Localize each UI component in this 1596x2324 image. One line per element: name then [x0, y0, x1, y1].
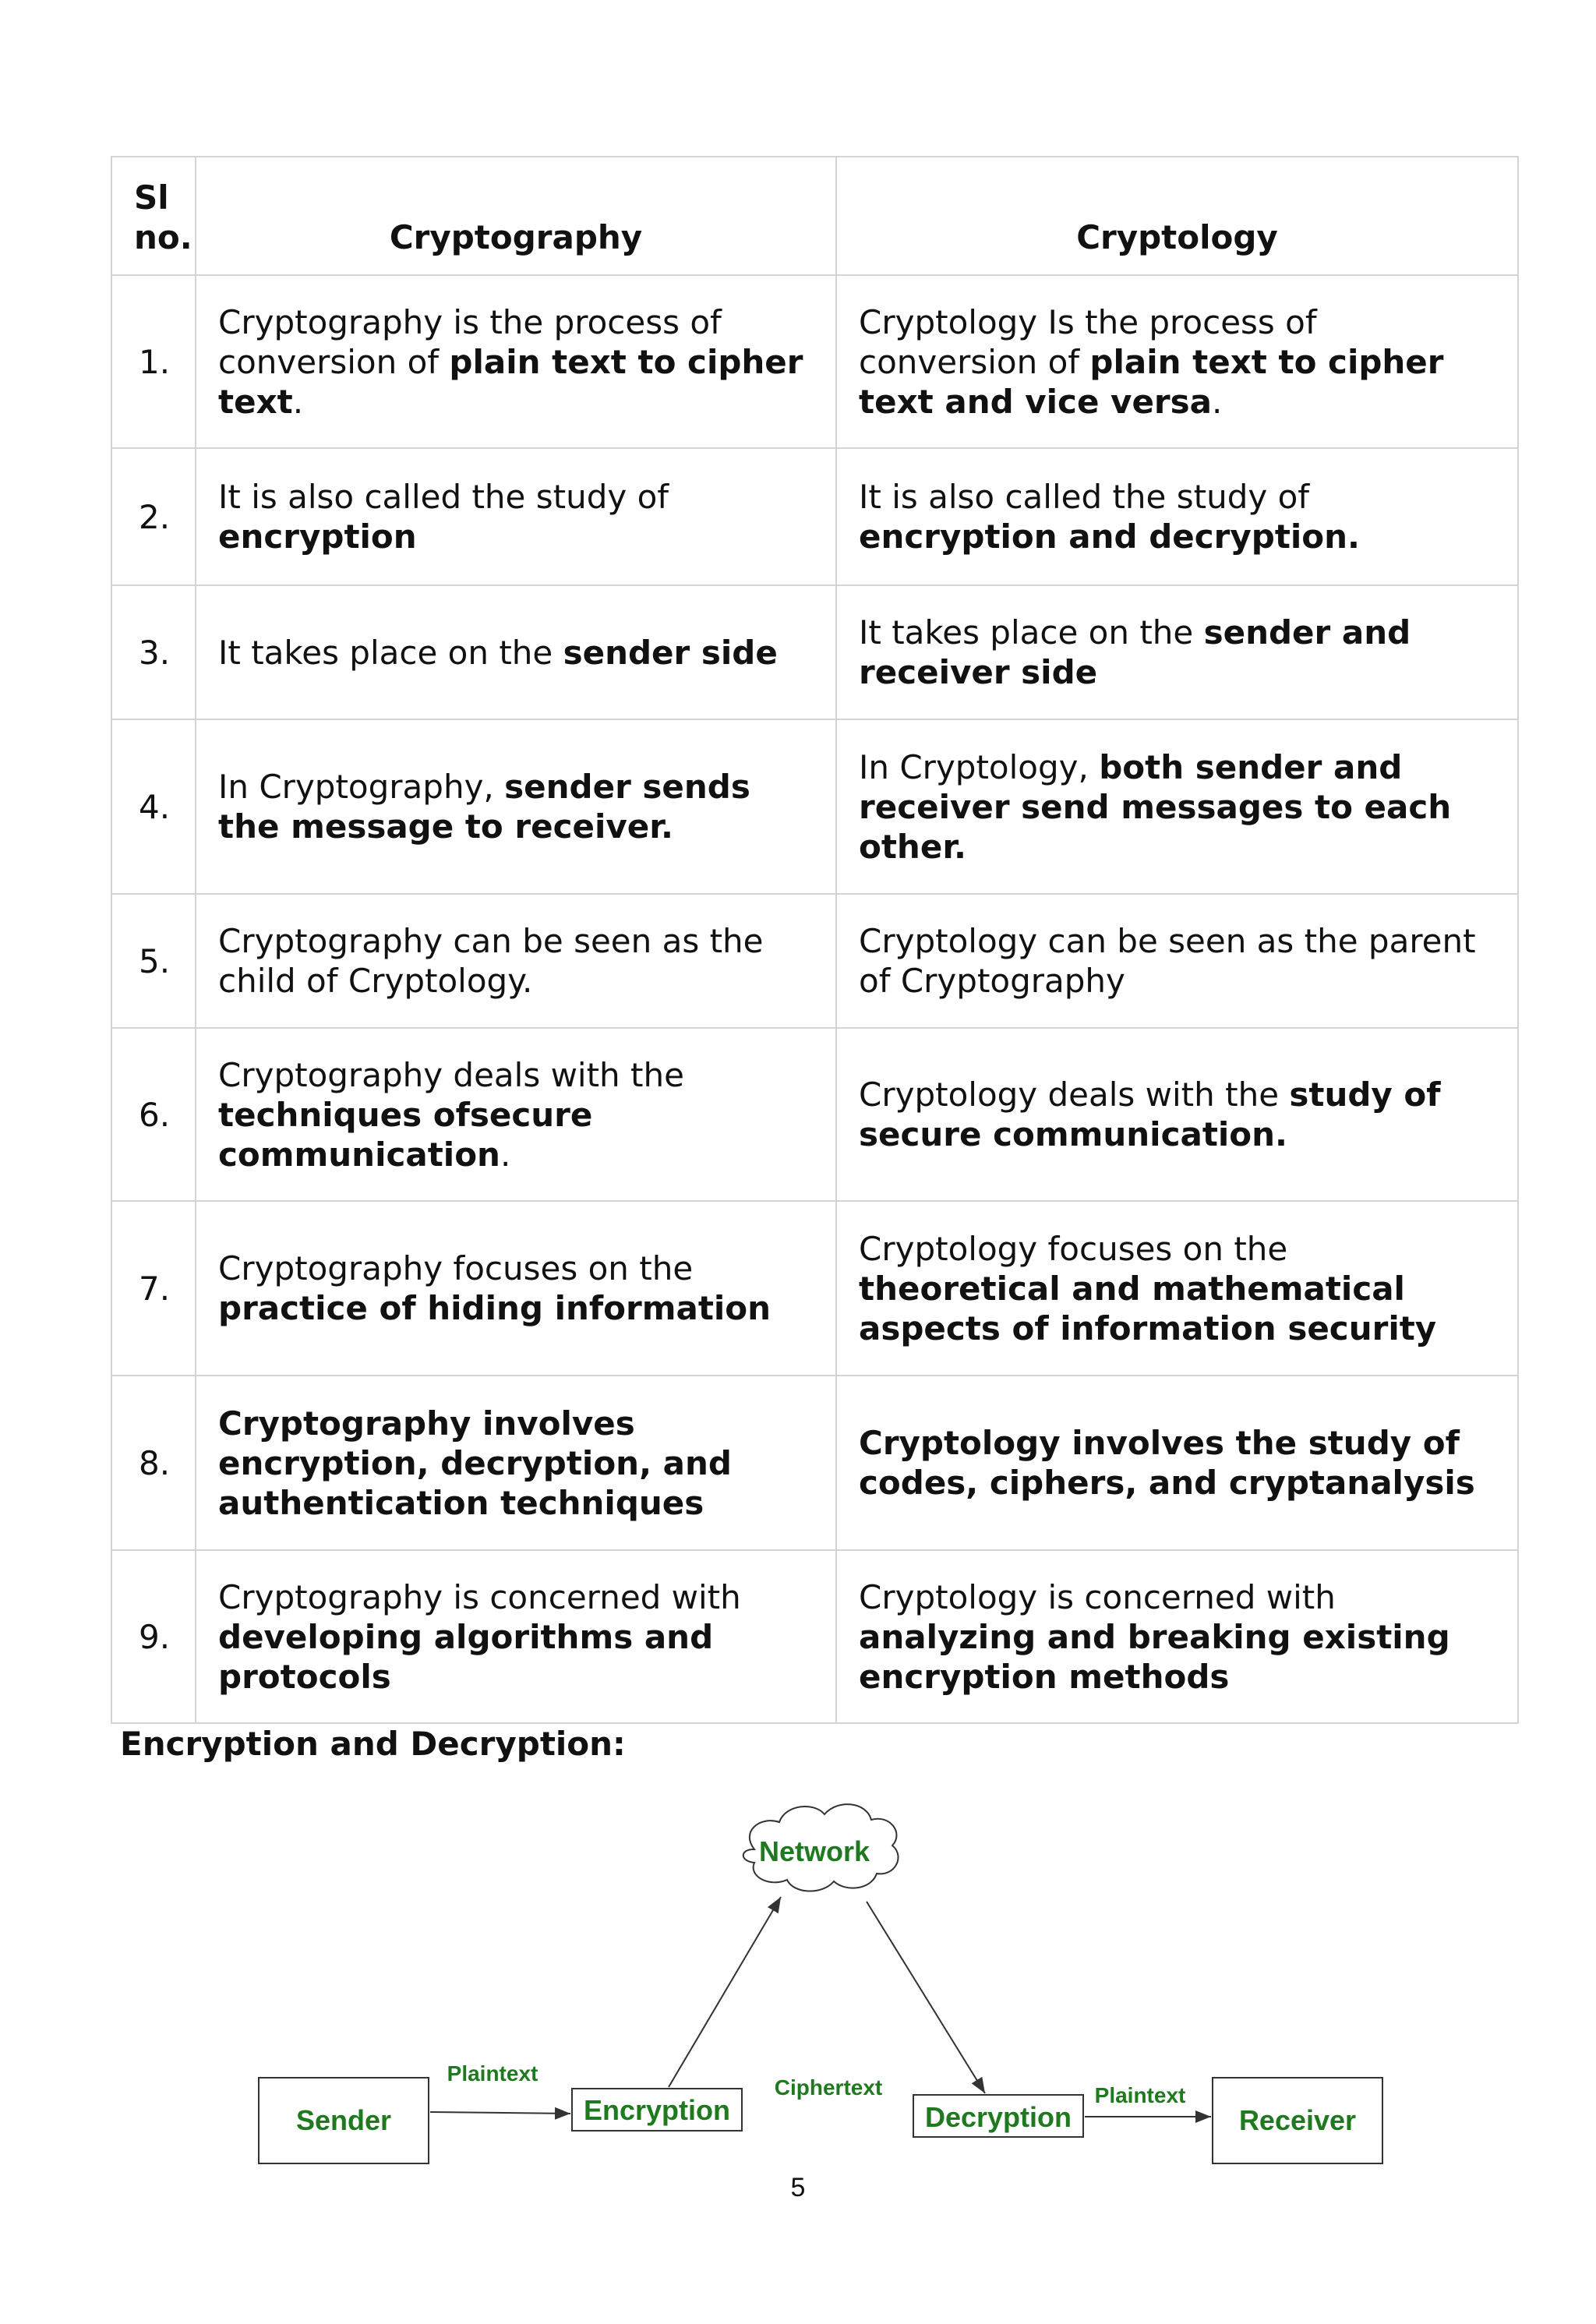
sender-node	[259, 2078, 429, 2163]
cryptography-cell	[196, 1376, 836, 1550]
sender-label: Sender	[295, 2104, 392, 2136]
section-heading: Encryption and Decryption:	[120, 1725, 626, 1763]
arrow-encryption-to-network	[669, 1897, 781, 2087]
cryptography-cell	[196, 1201, 836, 1376]
text-run: It is also called the study of	[859, 478, 1310, 516]
header-sl-no: Sl no.	[111, 157, 196, 275]
bold-text: Cryptology involves the study of codes, ciphers, and cryptanalysis	[859, 1424, 1475, 1502]
text-run: .	[1211, 382, 1223, 421]
table-row	[111, 585, 1518, 719]
table-row	[111, 1028, 1518, 1201]
comparison-table	[111, 156, 1519, 1724]
decryption-label: Decryption	[924, 2101, 1072, 2133]
cryptology-cell	[836, 719, 1518, 894]
row-number: 7.	[111, 1201, 196, 1376]
bold-text: sender and receiver side	[859, 613, 1411, 691]
row-number: 3.	[111, 585, 196, 719]
table-row	[111, 1376, 1518, 1550]
encryption-decryption-diagram	[0, 1792, 1596, 2182]
cryptology-cell	[836, 1376, 1518, 1550]
text-run: Cryptography is the process of conversion of	[218, 302, 722, 381]
cryptography-cell	[196, 585, 836, 719]
bold-text: both sender and receiver send messages to each other.	[859, 747, 1452, 866]
arrow-network-to-decryption	[867, 1902, 985, 2093]
text-run: It is also called the study of	[218, 478, 669, 516]
cryptography-cell	[196, 894, 836, 1028]
receiver-node	[1213, 2078, 1382, 2163]
text-run: It takes place on the	[218, 633, 563, 672]
cryptography-cell	[196, 1550, 836, 1723]
text-run: .	[292, 382, 304, 421]
bold-text: analyzing and breaking existing encryption methods	[859, 1617, 1450, 1696]
text-run: Cryptology is concerned with	[859, 1577, 1336, 1616]
text-run: .	[500, 1135, 511, 1174]
bold-text: study of secure communication.	[859, 1075, 1441, 1153]
cryptology-cell	[836, 1550, 1518, 1723]
cryptography-cell	[196, 1028, 836, 1201]
text-run: Cryptology can be seen as the parent of Cryptography	[859, 922, 1476, 1000]
ciphertext-label: Ciphertext	[774, 2075, 883, 2100]
bold-text: practice of hiding information	[218, 1289, 772, 1327]
row-number: 1.	[111, 275, 196, 448]
bold-text: sender sends the message to receiver.	[218, 768, 750, 846]
bold-text: developing algorithms and protocols	[218, 1617, 714, 1696]
text-run: Cryptography focuses on the	[218, 1249, 694, 1287]
bold-text: theoretical and mathematical aspects of information security	[859, 1269, 1437, 1347]
text-run: It takes place on the	[859, 613, 1204, 652]
text-run: In Cryptography,	[218, 768, 505, 806]
row-number: 8.	[111, 1376, 196, 1550]
table-row	[111, 719, 1518, 894]
bold-text: plain text to cipher text	[218, 342, 803, 421]
bold-text: plain text to cipher text and vice versa	[859, 342, 1444, 421]
bold-text: Cryptography involves encryption, decryption, and authentication techniques	[218, 1404, 732, 1522]
bold-text: encryption and decryption.	[859, 517, 1361, 556]
cryptology-cell	[836, 1028, 1518, 1201]
row-number: 4.	[111, 719, 196, 894]
encryption-label: Encryption	[583, 2094, 731, 2126]
table-row	[111, 1550, 1518, 1723]
text-run: Cryptography is concerned with	[218, 1577, 741, 1616]
table-row	[111, 275, 1518, 448]
text-run: Cryptology Is the process of conversion of	[859, 302, 1317, 381]
row-number: 2.	[111, 448, 196, 585]
cryptography-cell	[196, 275, 836, 448]
bold-text: encryption	[218, 517, 417, 556]
receiver-label: Receiver	[1238, 2104, 1357, 2136]
cryptology-cell	[836, 585, 1518, 719]
cryptography-cell	[196, 448, 836, 585]
network-label: Network	[758, 1835, 870, 1867]
text-run: In Cryptology,	[859, 747, 1100, 786]
table-row	[111, 448, 1518, 585]
cryptology-cell	[836, 894, 1518, 1028]
table-row	[111, 894, 1518, 1028]
row-number: 9.	[111, 1550, 196, 1723]
encryption-node	[572, 2089, 742, 2131]
header-cryptography: Cryptography	[196, 157, 836, 275]
text-run: Cryptography can be seen as the child of Cryptology.	[218, 922, 764, 1000]
network-cloud	[743, 1804, 899, 1891]
text-run: Cryptology focuses on the	[859, 1229, 1288, 1268]
page-number: 5	[790, 2173, 806, 2202]
table-row	[111, 1201, 1518, 1376]
cryptology-cell	[836, 275, 1518, 448]
plaintext-label-right: Plaintext	[1094, 2083, 1186, 2107]
bold-text: techniques ofsecure communication	[218, 1095, 593, 1174]
cryptography-cell	[196, 719, 836, 894]
row-number: 6.	[111, 1028, 196, 1201]
decryption-node	[913, 2095, 1083, 2137]
text-run: Cryptography deals with the	[218, 1055, 684, 1094]
bold-text: sender side	[563, 633, 778, 672]
header-cryptology: Cryptology	[836, 157, 1518, 275]
cryptology-cell	[836, 448, 1518, 585]
cryptology-cell	[836, 1201, 1518, 1376]
arrow-sender-to-encryption	[430, 2112, 570, 2114]
table-header-row	[111, 157, 1518, 275]
text-run: Cryptology deals with the	[859, 1075, 1290, 1114]
row-number: 5.	[111, 894, 196, 1028]
plaintext-label-left: Plaintext	[447, 2061, 538, 2086]
